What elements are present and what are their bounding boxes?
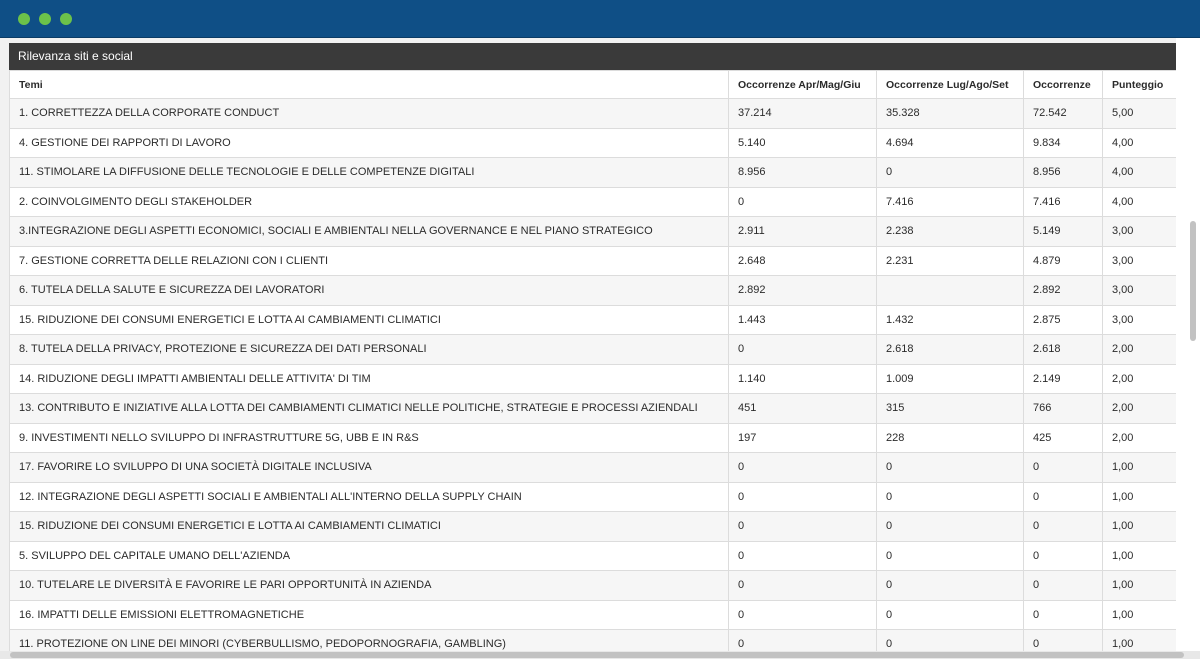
- cell-punteggio: 1,00: [1103, 512, 1177, 542]
- cell-occorrenze: 425: [1024, 423, 1103, 453]
- cell-tema: 16. IMPATTI DELLE EMISSIONI ELETTROMAGNETICHE: [10, 600, 729, 630]
- cell-occorrenze: 8.956: [1024, 158, 1103, 188]
- cell-occorrenze-q2: 197: [729, 423, 877, 453]
- cell-occorrenze: 7.416: [1024, 187, 1103, 217]
- cell-occorrenze-q2: 2.911: [729, 217, 877, 247]
- cell-occorrenze-q3: 4.694: [877, 128, 1024, 158]
- table-row: [10, 571, 1177, 601]
- cell-occorrenze: 2.618: [1024, 335, 1103, 365]
- cell-tema: 1. CORRETTEZZA DELLA CORPORATE CONDUCT: [10, 99, 729, 129]
- panel-title: Rilevanza siti e social: [9, 43, 1176, 70]
- cell-occorrenze: 2.892: [1024, 276, 1103, 306]
- cell-occorrenze-q3: 315: [877, 394, 1024, 424]
- cell-punteggio: 1,00: [1103, 541, 1177, 571]
- cell-occorrenze-q2: 451: [729, 394, 877, 424]
- cell-occorrenze-q2: 0: [729, 571, 877, 601]
- cell-tema: 4. GESTIONE DEI RAPPORTI DI LAVORO: [10, 128, 729, 158]
- column-header-occorrenze-q2[interactable]: Occorrenze Apr/Mag/Giu: [729, 71, 877, 99]
- table-row: [10, 453, 1177, 483]
- cell-occorrenze: 0: [1024, 482, 1103, 512]
- table-row: [10, 364, 1177, 394]
- cell-occorrenze: 0: [1024, 512, 1103, 542]
- table-row: [10, 423, 1177, 453]
- cell-tema: 10. TUTELARE LE DIVERSITÀ E FAVORIRE LE PARI OPPORTUNITÀ IN AZIENDA: [10, 571, 729, 601]
- cell-occorrenze: 4.879: [1024, 246, 1103, 276]
- cell-occorrenze-q2: 1.140: [729, 364, 877, 394]
- cell-occorrenze-q3: 0: [877, 630, 1024, 659]
- cell-tema: 7. GESTIONE CORRETTA DELLE RELAZIONI CON I CLIENTI: [10, 246, 729, 276]
- cell-occorrenze-q3: 0: [877, 571, 1024, 601]
- cell-punteggio: 1,00: [1103, 600, 1177, 630]
- table-row: [10, 482, 1177, 512]
- cell-occorrenze-q2: 0: [729, 541, 877, 571]
- cell-punteggio: 4,00: [1103, 158, 1177, 188]
- cell-punteggio: 2,00: [1103, 394, 1177, 424]
- vertical-scroll-thumb[interactable]: [1190, 221, 1196, 341]
- table-row: [10, 246, 1177, 276]
- cell-punteggio: 2,00: [1103, 364, 1177, 394]
- cell-occorrenze-q2: 0: [729, 630, 877, 659]
- cell-occorrenze: 9.834: [1024, 128, 1103, 158]
- table-row: [10, 335, 1177, 365]
- cell-occorrenze-q2: 0: [729, 187, 877, 217]
- table-row: [10, 187, 1177, 217]
- cell-occorrenze-q2: 0: [729, 335, 877, 365]
- cell-occorrenze-q3: 0: [877, 600, 1024, 630]
- cell-tema: 8. TUTELA DELLA PRIVACY, PROTEZIONE E SICUREZZA DEI DATI PERSONALI: [10, 335, 729, 365]
- content-area: [0, 38, 1200, 659]
- cell-punteggio: 4,00: [1103, 128, 1177, 158]
- table-row: [10, 99, 1177, 129]
- cell-punteggio: 2,00: [1103, 423, 1177, 453]
- table-row: [10, 128, 1177, 158]
- relevance-table: [9, 70, 1176, 659]
- cell-punteggio: 1,00: [1103, 630, 1177, 659]
- cell-punteggio: 3,00: [1103, 217, 1177, 247]
- cell-punteggio: 3,00: [1103, 246, 1177, 276]
- cell-punteggio: 4,00: [1103, 187, 1177, 217]
- table-row: [10, 158, 1177, 188]
- table-row: [10, 512, 1177, 542]
- cell-punteggio: 3,00: [1103, 305, 1177, 335]
- cell-occorrenze-q2: 0: [729, 453, 877, 483]
- cell-occorrenze-q2: 8.956: [729, 158, 877, 188]
- cell-occorrenze: 0: [1024, 541, 1103, 571]
- table-row: [10, 541, 1177, 571]
- cell-occorrenze-q3: 0: [877, 512, 1024, 542]
- cell-occorrenze: 0: [1024, 630, 1103, 659]
- table-row: [10, 305, 1177, 335]
- horizontal-scrollbar[interactable]: [0, 651, 1200, 659]
- cell-punteggio: 1,00: [1103, 482, 1177, 512]
- cell-occorrenze-q3: 2.238: [877, 217, 1024, 247]
- cell-occorrenze: 2.875: [1024, 305, 1103, 335]
- cell-punteggio: 5,00: [1103, 99, 1177, 129]
- cell-tema: 15. RIDUZIONE DEI CONSUMI ENERGETICI E LOTTA AI CAMBIAMENTI CLIMATICI: [10, 512, 729, 542]
- cell-occorrenze-q3: 35.328: [877, 99, 1024, 129]
- cell-tema: 6. TUTELA DELLA SALUTE E SICUREZZA DEI LAVORATORI: [10, 276, 729, 306]
- cell-occorrenze-q3: 0: [877, 453, 1024, 483]
- cell-tema: 17. FAVORIRE LO SVILUPPO DI UNA SOCIETÀ DIGITALE INCLUSIVA: [10, 453, 729, 483]
- table-row: [10, 276, 1177, 306]
- cell-punteggio: 2,00: [1103, 335, 1177, 365]
- cell-tema: 3.INTEGRAZIONE DEGLI ASPETTI ECONOMICI, SOCIALI E AMBIENTALI NELLA GOVERNANCE E NEL PIANO STRATEGICO: [10, 217, 729, 247]
- cell-occorrenze-q2: 1.443: [729, 305, 877, 335]
- cell-occorrenze: 0: [1024, 571, 1103, 601]
- cell-occorrenze-q3: 0: [877, 158, 1024, 188]
- cell-tema: 15. RIDUZIONE DEI CONSUMI ENERGETICI E LOTTA AI CAMBIAMENTI CLIMATICI: [10, 305, 729, 335]
- cell-occorrenze-q3: 0: [877, 541, 1024, 571]
- cell-occorrenze-q3: 228: [877, 423, 1024, 453]
- cell-occorrenze-q3: 1.009: [877, 364, 1024, 394]
- cell-occorrenze: 72.542: [1024, 99, 1103, 129]
- cell-occorrenze-q2: 37.214: [729, 99, 877, 129]
- cell-occorrenze-q2: 2.648: [729, 246, 877, 276]
- cell-tema: 2. COINVOLGIMENTO DEGLI STAKEHOLDER: [10, 187, 729, 217]
- cell-occorrenze: 5.149: [1024, 217, 1103, 247]
- cell-tema: 13. CONTRIBUTO E INIZIATIVE ALLA LOTTA DEI CAMBIAMENTI CLIMATICI NELLE POLITICHE, STRATEGIE E PROCESSI AZIENDALI: [10, 394, 729, 424]
- close-window-icon[interactable]: [18, 13, 30, 25]
- cell-occorrenze-q3: 2.618: [877, 335, 1024, 365]
- cell-occorrenze-q3: 0: [877, 482, 1024, 512]
- cell-punteggio: 3,00: [1103, 276, 1177, 306]
- cell-tema: 14. RIDUZIONE DEGLI IMPATTI AMBIENTALI DELLE ATTIVITA' DI TIM: [10, 364, 729, 394]
- cell-tema: 11. STIMOLARE LA DIFFUSIONE DELLE TECNOLOGIE E DELLE COMPETENZE DIGITALI: [10, 158, 729, 188]
- column-header-punteggio[interactable]: Punteggio: [1103, 71, 1177, 99]
- column-header-temi[interactable]: Temi: [10, 71, 729, 99]
- relevance-panel: [9, 43, 1176, 659]
- cell-occorrenze-q3: 1.432: [877, 305, 1024, 335]
- cell-occorrenze: 0: [1024, 453, 1103, 483]
- minimize-window-icon[interactable]: [39, 13, 51, 25]
- vertical-scrollbar[interactable]: [1176, 38, 1200, 651]
- cell-occorrenze-q3: 7.416: [877, 187, 1024, 217]
- table-row: [10, 600, 1177, 630]
- cell-punteggio: 1,00: [1103, 453, 1177, 483]
- cell-occorrenze-q2: 2.892: [729, 276, 877, 306]
- cell-tema: 5. SVILUPPO DEL CAPITALE UMANO DELL'AZIENDA: [10, 541, 729, 571]
- table-body: [10, 99, 1177, 659]
- cell-occorrenze: 766: [1024, 394, 1103, 424]
- cell-punteggio: 1,00: [1103, 571, 1177, 601]
- cell-tema: 9. INVESTIMENTI NELLO SVILUPPO DI INFRASTRUTTURE 5G, UBB E IN R&S: [10, 423, 729, 453]
- cell-tema: 12. INTEGRAZIONE DEGLI ASPETTI SOCIALI E AMBIENTALI ALL'INTERNO DELLA SUPPLY CHAIN: [10, 482, 729, 512]
- cell-occorrenze-q2: 0: [729, 512, 877, 542]
- cell-occorrenze: 2.149: [1024, 364, 1103, 394]
- cell-occorrenze-q2: 0: [729, 600, 877, 630]
- cell-occorrenze: 0: [1024, 600, 1103, 630]
- cell-tema: 11. PROTEZIONE ON LINE DEI MINORI (CYBERBULLISMO, PEDOPORNOGRAFIA, GAMBLING): [10, 630, 729, 659]
- table-header-row: [10, 71, 1177, 99]
- table-row: [10, 217, 1177, 247]
- column-header-occorrenze-q3[interactable]: Occorrenze Lug/Ago/Set: [877, 71, 1024, 99]
- window-titlebar: [0, 0, 1200, 38]
- column-header-occorrenze[interactable]: Occorrenze: [1024, 71, 1103, 99]
- maximize-window-icon[interactable]: [60, 13, 72, 25]
- cell-occorrenze-q3: 2.231: [877, 246, 1024, 276]
- cell-occorrenze-q2: 5.140: [729, 128, 877, 158]
- cell-occorrenze-q2: 0: [729, 482, 877, 512]
- cell-occorrenze-q3: [877, 276, 1024, 306]
- horizontal-scroll-thumb[interactable]: [10, 652, 1184, 658]
- table-row: [10, 394, 1177, 424]
